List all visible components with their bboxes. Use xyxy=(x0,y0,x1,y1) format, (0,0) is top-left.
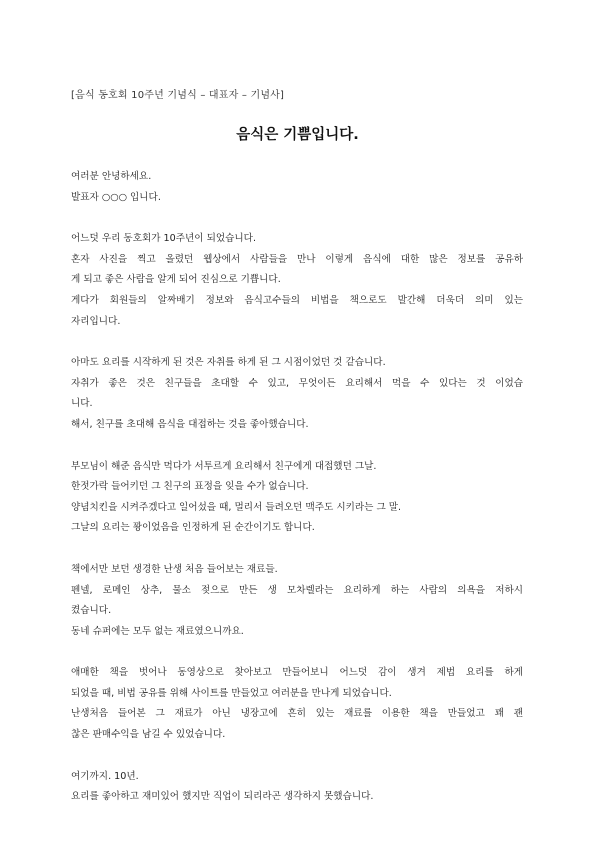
text-line: 그날의 요리는 꽝이었음을 인정하게 된 순간이기도 합니다. xyxy=(71,522,315,534)
paragraph xyxy=(71,457,523,539)
text-line: 찮은 판매수익을 남길 수 있었습니다. xyxy=(71,729,226,741)
document-header: [음식 동호회 10주년 기념식 – 대표자 – 기념사] xyxy=(71,90,285,101)
text-line: 해서, 친구를 초대해 음식을 대접하는 것을 좋아했습니다. xyxy=(71,418,309,430)
text-line: 켰습니다. xyxy=(71,605,112,617)
text-line: 양념치킨을 시켜주겠다고 일어섰을 때, 멀리서 들려오던 맥주도 시키라는 그 말. xyxy=(71,501,402,513)
text-line: 부모님이 해준 음식만 먹다가 서투르게 요리해서 친구에게 대접했던 그날. xyxy=(71,460,377,472)
text-line: 게다가 회원들의 알짜배기 정보와 음식고수들의 비법을 책으로도 발간해 더욱더 의미 있는 xyxy=(71,294,523,306)
text-line: 자취가 좋은 것은 친구들을 초대할 수 있고, 무엇이든 요리해서 먹을 수 있다는 것 이었습 xyxy=(71,377,523,389)
paragraph xyxy=(71,229,523,332)
text-line: 한젓가락 들어키던 그 친구의 표정을 잊을 수가 없습니다. xyxy=(71,481,309,493)
text-line: 자리입니다. xyxy=(71,315,121,327)
text-line: 아마도 요리를 시작하게 된 것은 자취를 하게 된 그 시점이었던 것 같습니다. xyxy=(71,357,386,369)
text-line: 어느덧 우리 동호회가 10주년이 되었습니다. xyxy=(71,233,257,245)
text-line: 동네 슈퍼에는 모두 없는 재료였으니까요. xyxy=(71,625,244,637)
text-line: 발표자 ○○○ 입니다. xyxy=(71,191,161,203)
paragraph xyxy=(71,663,523,745)
text-line: 혼자 사진을 찍고 올렸던 웹상에서 사람들을 만나 이렇게 음식에 대한 많은 정보를 공유하 xyxy=(71,253,523,265)
text-line: 펜넬, 로메인 상추, 물소 젖으로 만든 생 모차렐라는 요리하게 하는 사람의 의욕을 저하시 xyxy=(71,584,523,596)
paragraph xyxy=(71,353,523,435)
text-line: 애매한 책을 벗어나 동영상으로 찾아보고 만들어보니 어느덧 감이 생겨 제법 요리를 하게 xyxy=(71,667,523,679)
document-body xyxy=(71,167,523,829)
paragraph xyxy=(71,767,523,808)
text-line: 여기까지. 10년. xyxy=(71,770,139,782)
text-line: 게 되고 좋은 사람을 알게 되어 진심으로 기쁩니다. xyxy=(71,274,281,286)
paragraph xyxy=(71,167,523,208)
text-line: 되었을 때, 비법 공유를 위해 사이트를 만들었고 여러분을 만나게 되었습니다. xyxy=(71,687,392,699)
paragraph xyxy=(71,560,523,642)
document-title: 음식은 기쁨입니다. xyxy=(236,127,359,143)
text-line: 요리를 좋아하고 재미있어 했지만 직업이 되리라곤 생각하지 못했습니다. xyxy=(71,791,374,803)
text-line: 여러분 안녕하세요. xyxy=(71,171,152,182)
text-line: 니다. xyxy=(71,398,93,410)
text-line: 난생처음 들어본 그 재료가 아닌 냉장고에 흔히 있는 재료를 이용한 책을 만들었고 꽤 괜 xyxy=(71,708,523,720)
text-line: 책에서만 보던 생경한 난생 처음 들어보는 재료들. xyxy=(71,563,278,575)
